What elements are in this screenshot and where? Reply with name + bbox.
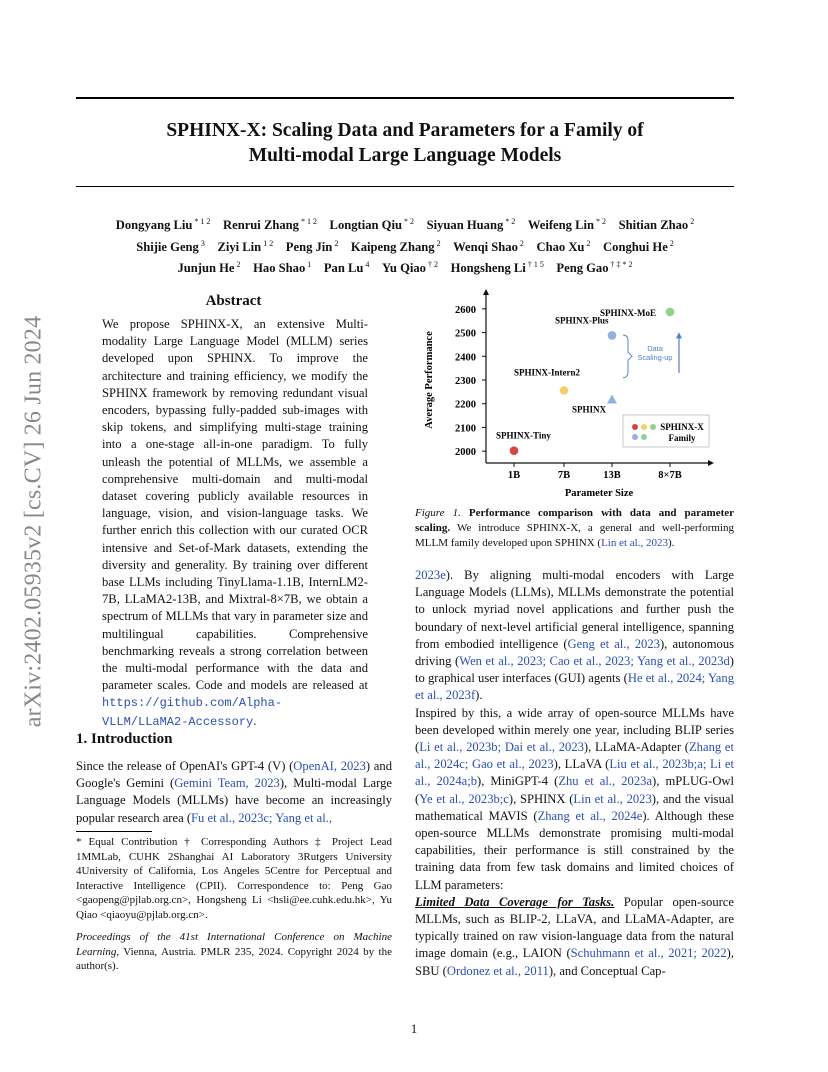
author-affiliation: † 1 5 <box>525 260 544 270</box>
author-line <box>76 235 734 257</box>
author-affiliation: * 2 <box>503 217 516 226</box>
cite-zhang-mavis[interactable]: Zhang et al., 2024e <box>537 808 643 823</box>
x-tick-label: 13B <box>603 470 621 481</box>
cite-zhang-adapter[interactable]: Zhang et al., 2024c; Gao et al., 2023 <box>415 740 734 772</box>
scatter-plot <box>418 285 734 503</box>
y-tick-label: 2200 <box>455 399 476 411</box>
page-number: 1 <box>410 1022 418 1036</box>
cite-schuhmann[interactable]: Schuhmann et al., 2021; 2022 <box>570 946 727 961</box>
code-link[interactable]: https://github.com/Alpha-VLLM/LLaMA2-Accessory <box>102 696 283 729</box>
author-name: Siyuan Huang $^{* 2}$ <box>426 217 516 233</box>
scaling-arrow-head <box>676 332 682 338</box>
author-name: Wenqi Shao $^2$ <box>453 238 524 254</box>
author-line <box>76 256 734 278</box>
figure-1-caption: Figure 1. Performance comparison with data and parameter scaling. We introduce SPHINX-X, a general and well-performing MLLM family developed upon SPHINX (Lin et al., 2023). <box>415 507 735 549</box>
author-affiliation: † 2 <box>425 260 438 270</box>
author-affiliation: 2 <box>434 238 441 248</box>
author-affiliation: 2 <box>332 238 339 248</box>
y-tick-label: 2300 <box>455 376 476 387</box>
right-column-text: 2023e). By aligning multi-modal encoders with Large Language Models (LLMs), MLLMs demonstrate the potential to unlock myriad novel applications and further push the boundary of next-level artificial general intelligence, spanning from embodied intelligence (Geng et al., 2023), autonomous driving (Wen et al., 2023; Cao et al., 2023; Yang et al., 2023d) to graphical user interfaces (GUI) agents (He et al., 2024; Yang et al., 2023f). Inspired by this, a wide array of open-source MLLMs have been developed within merely one year, including BLIP series (Li et al., 2023b; Dai et al., 2023), LLaMA-Adapter (Zhang et al., 2024c; Gao et al., 2023), LLaVA (Liu et al., 2023b;a; Li et al., 2024a;b), MiniGPT-4 (Zhu et al., 2023a), mPLUG-Owl (Ye et al., 2023b;c), SPHINX (Lin et al., 2023), and the visual mathematical MAVIS (Zhang et al., 2024e). Although these open-source MLLMs demonstrate promising multi-modal capabilities, their performance is still constrained by the training data from few task domains and limited choices of LLM parameters: Limited Data Coverage for Tasks. Popular open-source MLLMs, such as BLIP-2, LLaVA, and LLaMA-Adapter, are typically trained on raw vision-language data from the natural image domain (e.g., LAION (Schuhmann et al., 2021; 2022), SBU (Ordonez et al., 2011), and Conceptual Cap- <box>415 568 735 978</box>
x-tick-label: 1B <box>507 470 521 481</box>
author-name: Conghui He $^2$ <box>603 238 674 254</box>
author-affiliation: * 2 <box>402 217 414 226</box>
author-name: Renrui Zhang $^{* 1 2}$ <box>223 217 317 233</box>
data-point-triangle <box>607 394 617 403</box>
intro-body: Since the release of OpenAI's GPT-4 (V) (OpenAI, 2023) and Google's Gemini (Gemini Team, 2023), Multi-modal Large Language Models (MLLMs) have become an increasingly popular research area (Fu et al., 2023c; Yang et al., <box>76 759 392 825</box>
data-point <box>560 386 569 395</box>
author-affiliation: † ‡ * 2 <box>608 260 633 270</box>
abstract-heading: Abstract <box>205 293 262 309</box>
x-axis-arrow <box>708 460 714 466</box>
footnote: * Equal Contribution † Corresponding Authors ‡ Project Lead 1MMLab, CUHK 2Shanghai AI Laboratory 3Rutgers University 4University of California, Los Angeles 5Centre for Perceptual and Interactive Intelligence (CPII). Correspondence to: Peng Gao <gaopeng@pjlab.org.cn>, Hongsheng Li <hsli@ee.cuhk.edu.hk>, Yu Qiao <qiaoyu@pjlab.org.cn>. <box>76 836 392 921</box>
annotation-line-1: Data <box>647 343 663 353</box>
cite-yang-2023e[interactable]: 2023e <box>415 568 446 582</box>
point-label: SPHINX-Tiny <box>496 430 551 441</box>
author-name: Hao Shao $^1$ <box>253 260 312 276</box>
author-affiliation: 3 <box>198 238 205 248</box>
y-axis-label: Average Performance <box>424 331 435 429</box>
y-axis-arrow <box>483 289 489 295</box>
author-name: Dongyang Liu $^{* 1 2}$ <box>115 217 211 233</box>
author-line <box>76 213 734 235</box>
author-name: Yu Qiao $^{\dagger 2}$ <box>381 260 438 276</box>
cite-openai[interactable]: OpenAI, 2023 <box>293 759 366 773</box>
author-name: Peng Gao $^{\dagger \ddagger * 2}$ <box>556 260 633 276</box>
author-name: Shitian Zhao $^2$ <box>618 217 695 233</box>
data-point <box>510 446 519 455</box>
point-label: SPHINX-MoE <box>600 307 656 318</box>
paper-title: SPHINX-X: Scaling Data and Parameters for a Family of Multi-modal Large Language Models <box>166 120 644 166</box>
author-affiliation: 2 <box>667 238 674 248</box>
author-affiliation: 1 <box>305 260 312 270</box>
cite-geng[interactable]: Geng et al., 2023 <box>567 636 660 651</box>
author-name: Kaipeng Zhang $^2$ <box>350 238 441 254</box>
abstract-body: We propose SPHINX-X, an extensive Multi-modality Large Language Model (MLLM) series developed upon SPHINX. To improve the architecture and training efficiency, we modify the SPHINX framework by removing redundant visual encoders, bypassing fully-padded sub-images with skip tokens, and simplifying multi-stage training into a one-stage all-in-one paradigm. To fully unleash the potential of MLLMs, we assemble a comprehensive multi-domain and multi-modal dataset covering publicly available resources in language, vision, and vision-language tasks. We further enrich this collection with our curated OCR intensive and Set-of-Mark datasets, extending the diversity and generality. By training over different base LLMs including TinyLlama-1.1B, InternLM2-7B, LLaMA2-13B, and Mixtral-8×7B, we obtain a spectrum of MLLMs that vary in parameter size and multilingual capabilities. Comprehensive benchmarking reveals a strong correlation between the multi-modal performance with the data and parameter scales. Code and models are released at https://github.com/Alpha-VLLM/LLaMA2-Accessory. <box>102 317 368 729</box>
legend-dot <box>641 434 647 440</box>
author-name: Longtian Qiu $^{* 2}$ <box>329 217 414 233</box>
author-name: Peng Jin $^2$ <box>285 238 339 254</box>
legend-dot <box>632 424 638 430</box>
intro-heading: 1. Introduction <box>76 731 173 747</box>
cite-ye[interactable]: Ye et al., 2023b;c <box>419 791 509 806</box>
proceedings-note: Proceedings of the 41st International Conference on Machine Learning, Vienna, Austria. PMLR 235, 2024. Copyright 2024 by the author(s). <box>76 931 392 973</box>
point-label: SPHINX-Intern2 <box>514 367 581 378</box>
cite-fu[interactable]: Fu et al., 2023c; Yang et al., <box>191 810 332 825</box>
author-name: Hongsheng Li $^{\dagger 1 5}$ <box>450 260 544 276</box>
data-point <box>608 331 617 340</box>
title-rule <box>76 186 734 187</box>
data-point <box>666 308 675 317</box>
point-label: SPHINX <box>572 404 607 415</box>
cite-gemini[interactable]: Gemini Team, 2023 <box>174 776 280 791</box>
cite-zhu[interactable]: Zhu et al., 2023a <box>558 774 653 789</box>
cite-he[interactable]: He et al., 2024; Yang et al., 2023f <box>415 671 734 703</box>
cite-li-blip[interactable]: Li et al., 2023b; Dai et al., 2023 <box>419 740 584 755</box>
cite-lin-sphinx[interactable]: Lin et al., 2023 <box>573 791 652 806</box>
author-affiliation: * 1 2 <box>192 217 211 226</box>
author-affiliation: 2 <box>234 260 241 270</box>
author-name: Pan Lu $^4$ <box>323 260 370 276</box>
figure-1-chart <box>418 285 734 503</box>
top-rule <box>76 97 734 99</box>
cite-wen[interactable]: Wen et al., 2023; Cao et al., 2023; Yang et al., 2023d <box>459 654 730 669</box>
author-affiliation: * 1 2 <box>298 217 317 226</box>
x-axis-label: Parameter Size <box>564 488 634 499</box>
author-affiliation: 2 <box>688 217 695 226</box>
author-affiliation: 4 <box>363 260 370 270</box>
cite-ordonez[interactable]: Ordonez et al., 2011 <box>446 963 549 978</box>
annotation-line-2: Scaling-up <box>637 352 673 362</box>
author-affiliation: 1 2 <box>261 238 274 248</box>
author-affiliation: 2 <box>584 238 591 248</box>
legend-dot <box>650 424 656 430</box>
y-tick-label: 2000 <box>455 447 476 459</box>
cite-lin[interactable]: Lin et al., 2023 <box>601 536 668 549</box>
footnote-rule <box>76 831 152 832</box>
author-affiliation: 2 <box>517 238 524 248</box>
author-affiliation: * 2 <box>593 217 606 226</box>
cite-liu-llava[interactable]: Liu et al., 2023b;a; Li et al., 2024a;b <box>415 757 734 789</box>
y-tick-label: 2400 <box>455 352 476 364</box>
y-tick-label: 2100 <box>455 423 476 435</box>
y-tick-label: 2600 <box>455 304 476 316</box>
legend-dot <box>641 424 647 430</box>
author-name: Shijie Geng $^3$ <box>136 238 205 254</box>
point-label: SPHINX-Plus <box>555 315 609 326</box>
legend-label: Family <box>668 433 696 443</box>
limited-data-heading: Limited Data Coverage for Tasks. <box>415 894 615 909</box>
arxiv-stamp: arXiv:2402.05935v2 [cs.CV] 26 Jun 2024 <box>20 315 47 728</box>
author-list <box>76 213 734 278</box>
legend-label: SPHINX-X <box>660 422 704 432</box>
author-name: Chao Xu $^2$ <box>536 238 591 254</box>
y-tick-label: 2500 <box>455 328 476 340</box>
x-tick-label: 8×7B <box>658 470 682 481</box>
author-name: Junjun He $^2$ <box>177 260 241 276</box>
author-name: Weifeng Lin $^{* 2}$ <box>527 217 606 233</box>
author-name: Ziyi Lin $^{1 2}$ <box>217 238 274 254</box>
legend-dot <box>632 434 638 440</box>
brace-annotation <box>623 335 632 378</box>
x-tick-label: 7B <box>557 470 571 481</box>
